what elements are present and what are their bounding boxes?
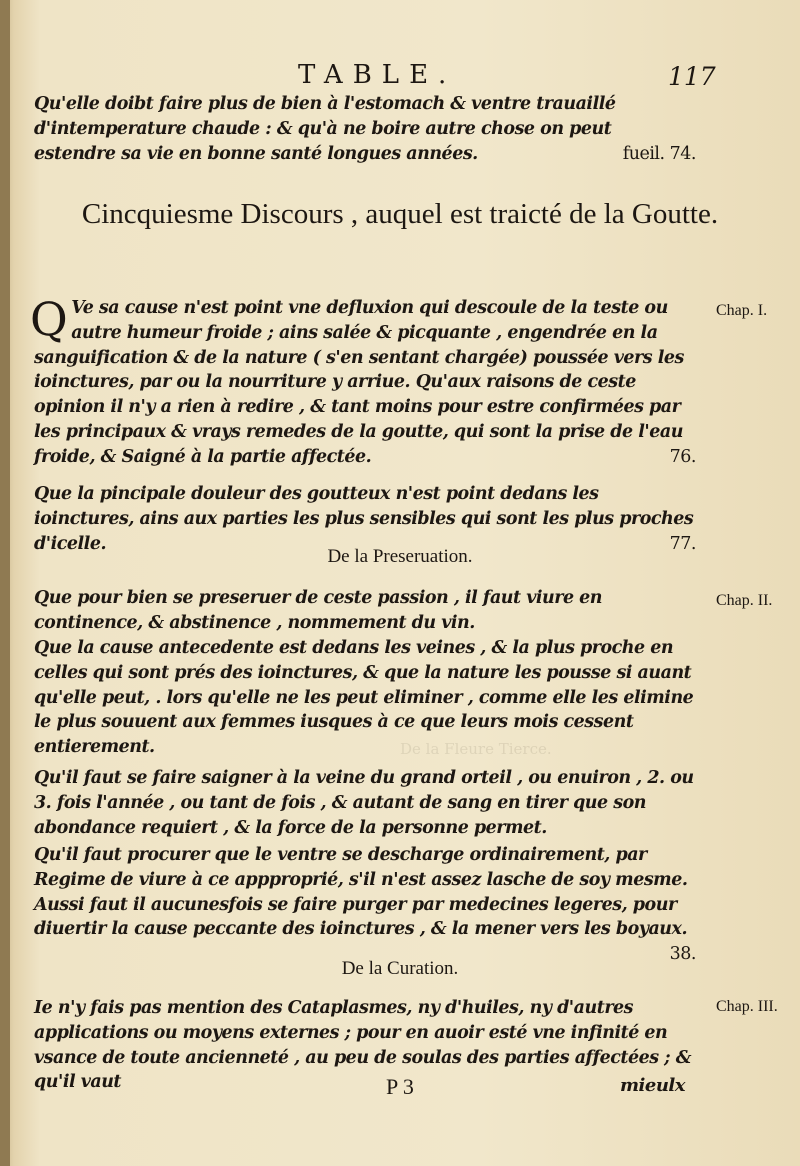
running-title: TABLE. xyxy=(298,60,457,90)
section-heading-preservation: De la Preseruation. xyxy=(327,546,473,567)
page-number: 117 xyxy=(668,62,716,91)
entry-text: Qu'elle doibt faire plus de bien à l'estomach & ventre trauaillé d'intemperature chaude : & qu'à ne boire autre chose on peut estendre sa vie en bonne santé longues années. xyxy=(34,94,616,164)
drop-cap: Q xyxy=(30,292,68,346)
catchword: mieulx xyxy=(620,1075,685,1096)
bleed-through-text: De la Fleure Tierce. xyxy=(400,740,552,758)
entry-folio-ref: 76. xyxy=(669,446,696,467)
entry-text: Ie n'y fais pas mention des Cataplasmes, ny d'huiles, ny d'autres applications ou moyens externes ; pour en auoir esté vne infinité en vsance de toute ancienneté , au peu de soulas des parties affectées ; & qu'il vaut xyxy=(34,998,692,1093)
discourse-title: Cincquiesme Discours , auquel est traicté de la Goutte. xyxy=(81,198,719,230)
entry-folio-ref: fueil. 74. xyxy=(622,143,696,164)
entry-folio-ref: 77. xyxy=(669,533,696,554)
chapter-2-entry-4 xyxy=(34,843,696,967)
entry-text: Qu'il faut se faire saigner à la veine du grand orteil , ou enuiron , 2. ou 3. fois l'année , ou tant de fois , & autant de sang en tirer que son abondance requiert , & la force de la personne permet. xyxy=(34,768,694,838)
signature-mark: P 3 xyxy=(386,1074,414,1099)
chapter-1-entry xyxy=(30,292,696,470)
entry-text: Qu'il faut procurer que le ventre se descharge ordinairement, par Regime de viure à ce appproprié, s'il n'est assez lasche de soy mesme. Aussi faut il aucunesfois se faire purger par medecines legeres, pour diuertir la cause peccante des ioinctures , & la mener vers les boyaux. xyxy=(34,845,688,940)
entry-folio-ref: 38. xyxy=(669,944,696,965)
table-entry-stomach xyxy=(34,92,696,166)
entry-text: Que la cause antecedente est dedans les veines , & la plus proche en celles qui sont prés des ioinctures, & que la nature les pousse si auant qu'elle peut, . lors qu'elle ne les peut eliminer , comme elle les elimine le plus souuent aux femmes iusques à ce que leurs mois cessent entierement. xyxy=(34,638,694,758)
chapter-2-entry-3 xyxy=(34,766,696,840)
entry-text: Que pour bien se preseruer de ceste passion , il faut viure en continence, & abstinence , nommement du vin. xyxy=(34,588,603,633)
margin-note-chap-2: Chap. II. xyxy=(716,592,773,609)
section-heading-curation: De la Curation. xyxy=(341,958,459,979)
entry-text: Que la pincipale douleur des goutteux n'est point dedans les ioinctures, ains aux parties les plus sensibles qui sont les plus proches d'icelle. xyxy=(34,484,694,554)
page-gutter xyxy=(0,0,10,1166)
chapter-3-entry xyxy=(34,996,696,1095)
margin-note-chap-1: Chap. I. xyxy=(716,302,768,319)
chapter-2-entry-1 xyxy=(34,586,696,636)
chapter-2-entry-2 xyxy=(34,636,696,760)
entry-text: Ve sa cause n'est point vne defluxion qui descoule de la teste ou autre humeur froide ; ains salée & picquante , engendrée en la sanguification & de la nature ( s'en sentant chargée) poussée vers les ioinctures, par ou la nourriture y arriue. Qu'aux raisons de ceste opinion il n'y a rien à redire , & tant moins pour estre confirmées par les principaux & vrays remedes de la goutte, qui sont la prise de l'eau froide, & Saigné à la partie affectée. xyxy=(34,298,684,467)
page-header xyxy=(40,60,760,96)
margin-note-chap-3: Chap. III. xyxy=(716,998,778,1015)
